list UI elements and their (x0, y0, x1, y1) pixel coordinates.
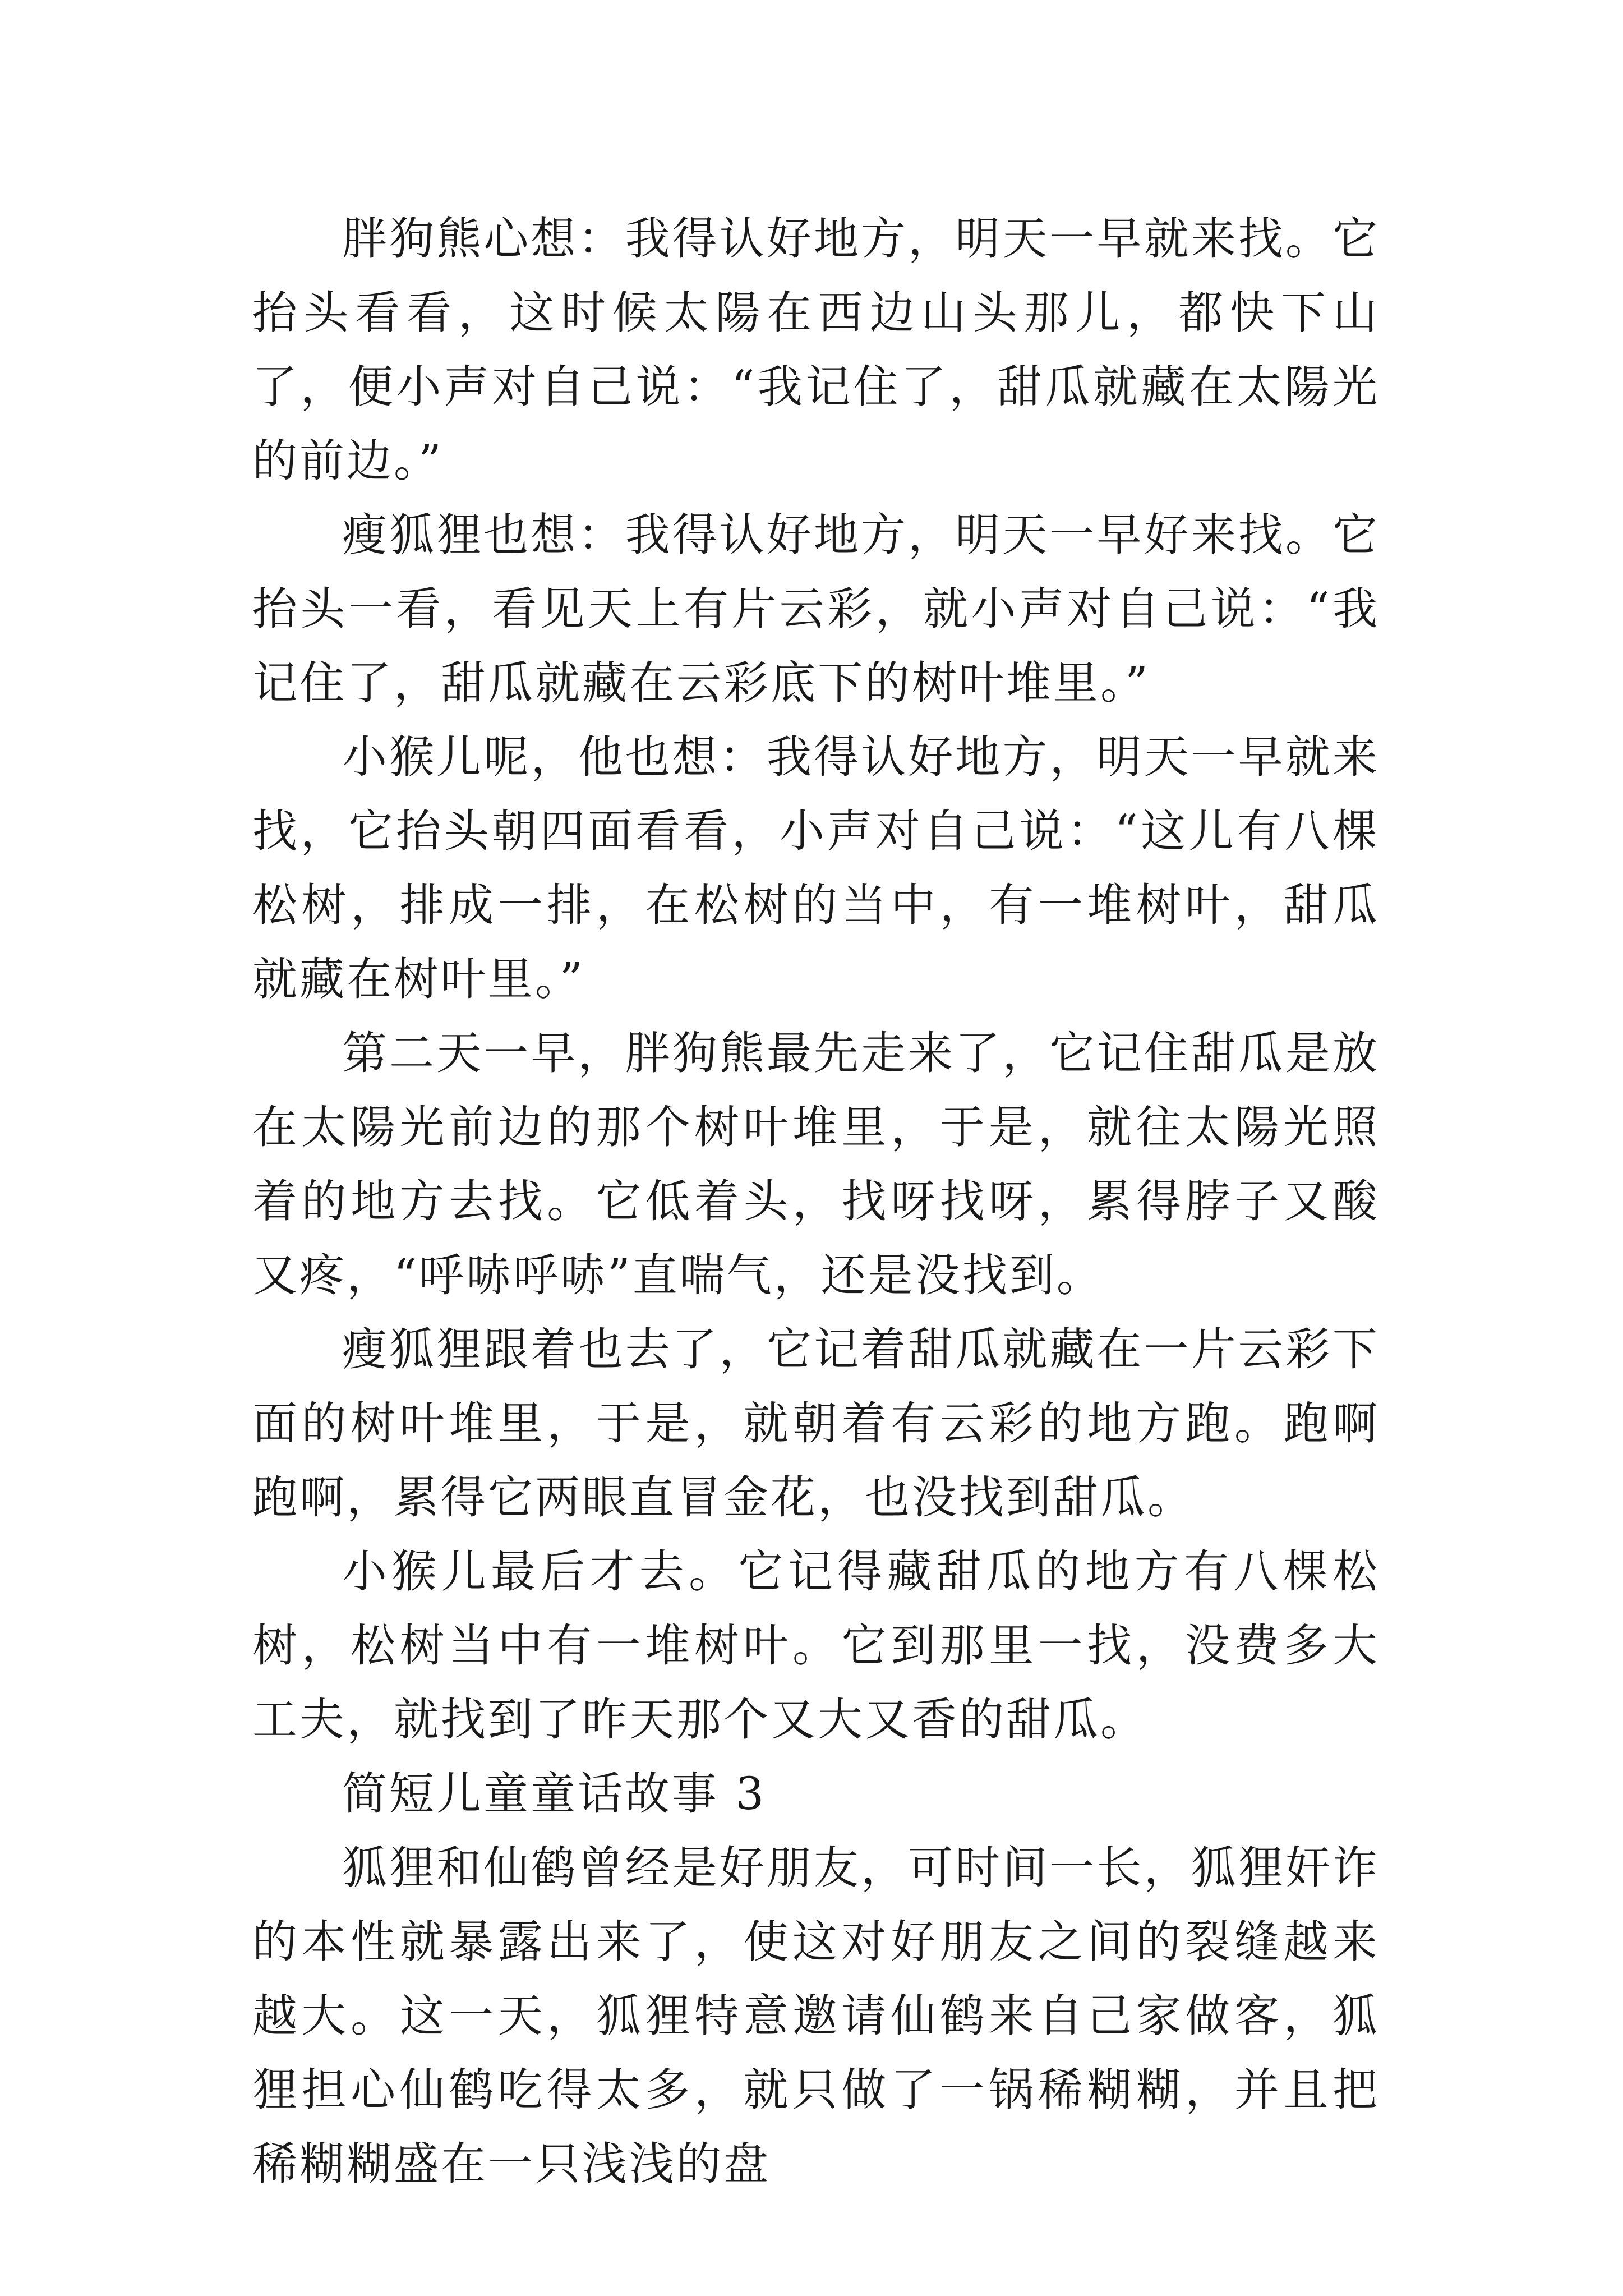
paragraph: 瘦狐狸也想：我得认好地方，明天一早好来找。它抬头一看，看见天上有片云彩，就小声对自己说：“我记住了，甜瓜就藏在云彩底下的树叶堆里。” (252, 509, 1380, 709)
paragraph: 小猴儿呢，他也想：我得认好地方，明天一早就来找，它抬头朝四面看看，小声对自己说：“这儿有八棵松树，排成一排，在松树的当中，有一堆树叶，甜瓜就藏在树叶里。” (252, 731, 1380, 1005)
paragraph: 胖狗熊心想：我得认好地方，明天一早就来找。它抬头看看，这时候太陽在西边山头那儿，都快下山了，便小声对自己说：“我记住了，甜瓜就藏在太陽光的前边。” (252, 213, 1380, 487)
paragraph: 狐狸和仙鹤曾经是好朋友，可时间一长，狐狸奸诈的本性就暴露出来了，使这对好朋友之间的裂缝越来越大。这一天，狐狸特意邀请仙鹤来自己家做客，狐狸担心仙鹤吃得太多，就只做了一锅稀糊糊，并且把稀糊糊盛在一只浅浅的盘 (252, 1842, 1380, 2190)
section-heading: 简短儿童童话故事 3 (342, 1768, 767, 1820)
paragraph: 第二天一早，胖狗熊最先走来了，它记住甜瓜是放在太陽光前边的那个树叶堆里，于是，就往太陽光照着的地方去找。它低着头，找呀找呀，累得脖子又酸又疼，“呼哧呼哧”直喘气，还是没找到。 (252, 1027, 1380, 1301)
body-text (252, 202, 1380, 2201)
paragraph: 小猴儿最后才去。它记得藏甜瓜的地方有八棵松树，松树当中有一堆树叶。它到那里一找，没费多大工夫，就找到了昨天那个又大又香的甜瓜。 (252, 1545, 1380, 1746)
paragraph: 瘦狐狸跟着也去了，它记着甜瓜就藏在一片云彩下面的树叶堆里，于是，就朝着有云彩的地方跑。跑啊跑啊，累得它两眼直冒金花，也没找到甜瓜。 (252, 1323, 1380, 1524)
